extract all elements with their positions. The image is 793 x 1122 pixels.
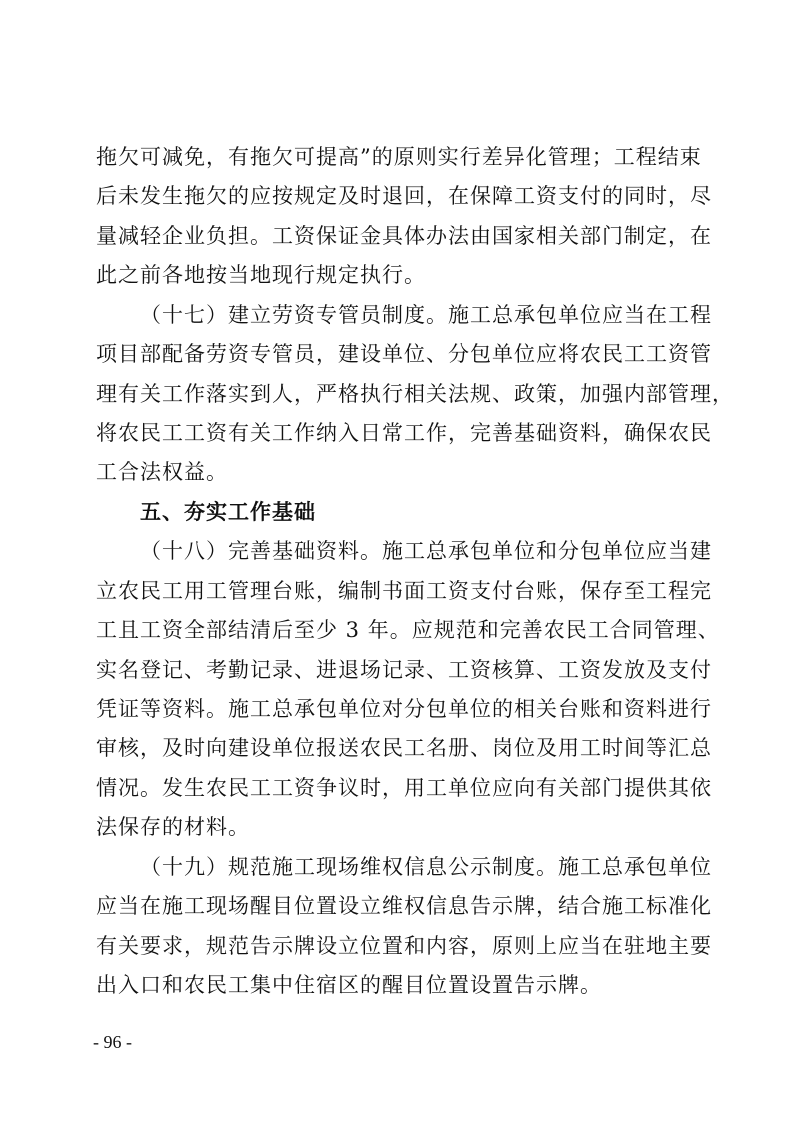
- paragraph-line: 项目部配备劳资专管员，建设单位、分包单位应将农民工工资管: [96, 342, 712, 366]
- paragraph-line: （十七）建立劳资专管员制度。施工总承包单位应当在工程: [140, 303, 712, 327]
- paragraph-line: 立农民工用工管理台账，编制书面工资支付台账，保存至工程完: [96, 579, 712, 603]
- paragraph-line: 此之前各地按当地现行规定执行。: [96, 263, 426, 287]
- paragraph-line: （十九）规范施工现场维权信息公示制度。施工总承包单位: [140, 855, 712, 879]
- paragraph-line: 工合法权益。: [96, 460, 228, 484]
- paragraph-line: 审核，及时向建设单位报送农民工名册、岗位及用工时间等汇总: [96, 736, 712, 760]
- paragraph-line: 应当在施工现场醒目位置设立维权信息告示牌，结合施工标准化: [96, 894, 712, 918]
- paragraph-line: 有关要求，规范告示牌设立位置和内容，原则上应当在驻地主要: [96, 934, 712, 958]
- paragraph-line: 拖欠可减免，有拖欠可提高”的原则实行差异化管理；工程结束: [96, 145, 702, 169]
- paragraph-line: 后未发生拖欠的应按规定及时退回，在保障工资支付的同时，尽: [96, 184, 712, 208]
- paragraph-line: 工且工资全部结清后至少 3 年。应规范和完善农民工合同管理、: [96, 618, 720, 642]
- paragraph-line: 将农民工工资有关工作纳入日常工作，完善基础资料，确保农民: [96, 421, 712, 445]
- paragraph-line: 量减轻企业负担。工资保证金具体办法由国家相关部门制定，在: [96, 224, 712, 248]
- paragraph-line: 凭证等资料。施工总承包单位对分包单位的相关台账和资料进行: [96, 697, 712, 721]
- paragraph-line: 情况。发生农民工工资争议时，用工单位应向有关部门提供其依: [96, 776, 712, 800]
- section-heading: 五、夯实工作基础: [140, 500, 316, 524]
- paragraph-line: 理有关工作落实到人，严格执行相关法规、政策，加强内部管理，: [96, 382, 734, 406]
- page-number: - 96 -: [93, 1032, 132, 1052]
- paragraph-line: 实名登记、考勤记录、进退场记录、工资核算、工资发放及支付: [96, 658, 712, 682]
- paragraph-line: （十八）完善基础资料。施工总承包单位和分包单位应当建: [140, 539, 712, 563]
- paragraph-line: 出入口和农民工集中住宿区的醒目位置设置告示牌。: [96, 973, 602, 997]
- paragraph-line: 法保存的材料。: [96, 815, 250, 839]
